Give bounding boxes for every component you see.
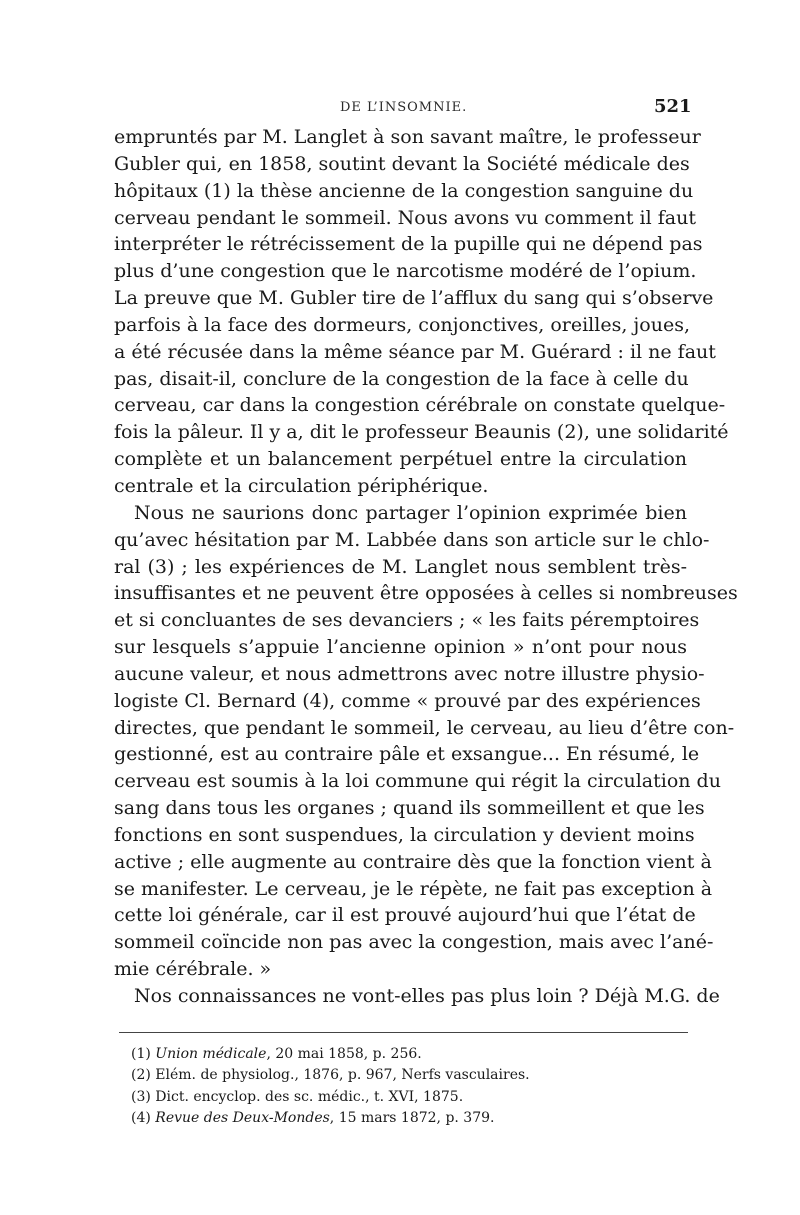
text-line: cette loi générale, car il est prouvé aujourd’hui que l’état de xyxy=(114,904,696,927)
footnote-3 xyxy=(131,1087,691,1108)
footnote-mark: (4) xyxy=(131,1109,151,1126)
text-line: parfois à la face des dormeurs, conjonctives, oreilles, joues, xyxy=(114,313,691,336)
text-line: sommeil coïncide non pas avec la congestion, mais avec l’ané- xyxy=(114,931,714,954)
text-line: se manifester. Le cerveau, je le répète, ne fait pas exception à xyxy=(114,877,713,900)
text-line: fois la pâleur. Il y a, dit le professeur Beaunis (2), une solidarité xyxy=(114,421,729,444)
text-line: et si concluantes de ses devanciers ; « les faits péremptoires xyxy=(114,609,700,632)
footnote-text: Elém. de physiolog., 1876, p. 967, Nerfs vasculaires. xyxy=(155,1067,530,1084)
text-line: sang dans tous les organes ; quand ils sommeillent et que les xyxy=(114,797,705,820)
footnote-title: Union médicale xyxy=(155,1046,267,1062)
text-line: cerveau est soumis à la loi commune qui régit la circulation du xyxy=(114,770,721,793)
paragraph-start-line: Nos connaissances ne vont-elles pas plus loin ? Déjà M.G. de xyxy=(134,985,720,1007)
text-line: Gubler qui, en 1858, soutint devant la Société médicale des xyxy=(114,152,690,175)
body-text xyxy=(114,124,738,1010)
text-line: interpréter le rétrécissement de la pupille qui ne dépend pas xyxy=(114,233,703,256)
footnote-1 xyxy=(131,1044,691,1065)
text-line: hôpitaux (1) la thèse ancienne de la congestion sanguine du xyxy=(114,179,694,202)
text-line: empruntés par M. Langlet à son savant maître, le professeur xyxy=(114,126,701,148)
footnote-mark: (2) xyxy=(131,1067,151,1084)
text-line: plus d’une congestion que le narcotisme modéré de l’opium. xyxy=(114,260,697,283)
paragraph-start-line: Nous ne saurions donc partager l’opinion exprimée bien xyxy=(134,501,687,524)
footnote-title: Revue des Deux-Mondes xyxy=(155,1109,330,1126)
footnote-4 xyxy=(131,1108,691,1129)
text-line: cerveau pendant le sommeil. Nous avons vu comment il faut xyxy=(114,206,696,229)
text-line: a été récusée dans la même séance par M. Guérard : il ne faut xyxy=(114,340,716,363)
footnote-mark: (1) xyxy=(131,1046,151,1062)
text-line: cerveau, car dans la congestion cérébrale on constate quelque- xyxy=(114,394,726,417)
text-line: pas, disait-il, conclure de la congestion de la face à celle du xyxy=(114,367,689,390)
text-line: gestionné, est au contraire pâle et exsangue... En résumé, le xyxy=(114,743,700,766)
text-line: directes, que pendant le sommeil, le cerveau, au lieu d’être con- xyxy=(114,716,735,739)
paragraph-end-line: centrale et la circulation périphérique. xyxy=(114,474,489,497)
footnotes xyxy=(131,1044,691,1129)
text-line: ral (3) ; les expériences de M. Langlet nous semblent très- xyxy=(114,555,687,578)
running-title: DE L’INSOMNIE. xyxy=(340,100,468,115)
text-line: qu’avec hésitation par M. Labbée dans son article sur le chlo- xyxy=(114,528,710,551)
footnote-2 xyxy=(131,1065,691,1086)
footnote-text: , 15 mars 1872, p. 379. xyxy=(329,1109,495,1126)
paragraph-end-line: mie cérébrale. » xyxy=(114,958,272,981)
text-line: complète et un balancement perpétuel entre la circulation xyxy=(114,448,687,471)
footnote-divider xyxy=(119,1032,688,1033)
text-line: La preuve que M. Gubler tire de l’afflux du sang qui s’observe xyxy=(114,287,714,310)
text-line: fonctions en sont suspendues, la circulation y devient moins xyxy=(114,823,695,846)
text-line: aucune valeur, et nous admettrons avec notre illustre physio- xyxy=(114,662,705,685)
text-line: logiste Cl. Bernard (4), comme « prouvé par des expériences xyxy=(114,689,701,712)
text-line: insuffisantes et ne peuvent être opposées à celles si nombreuses xyxy=(114,582,738,605)
text-line: active ; elle augmente au contraire dès que la fonction vient à xyxy=(114,850,712,873)
footnote-text: , 20 mai 1858, p. 256. xyxy=(266,1046,422,1062)
footnote-text: Dict. encyclop. des sc. médic., t. XVI, 1875. xyxy=(155,1088,464,1105)
text-line: sur lesquels s’appuie l’ancienne opinion » n’ont pour nous xyxy=(114,636,687,659)
page-number: 521 xyxy=(654,96,692,117)
footnote-mark: (3) xyxy=(131,1088,151,1105)
